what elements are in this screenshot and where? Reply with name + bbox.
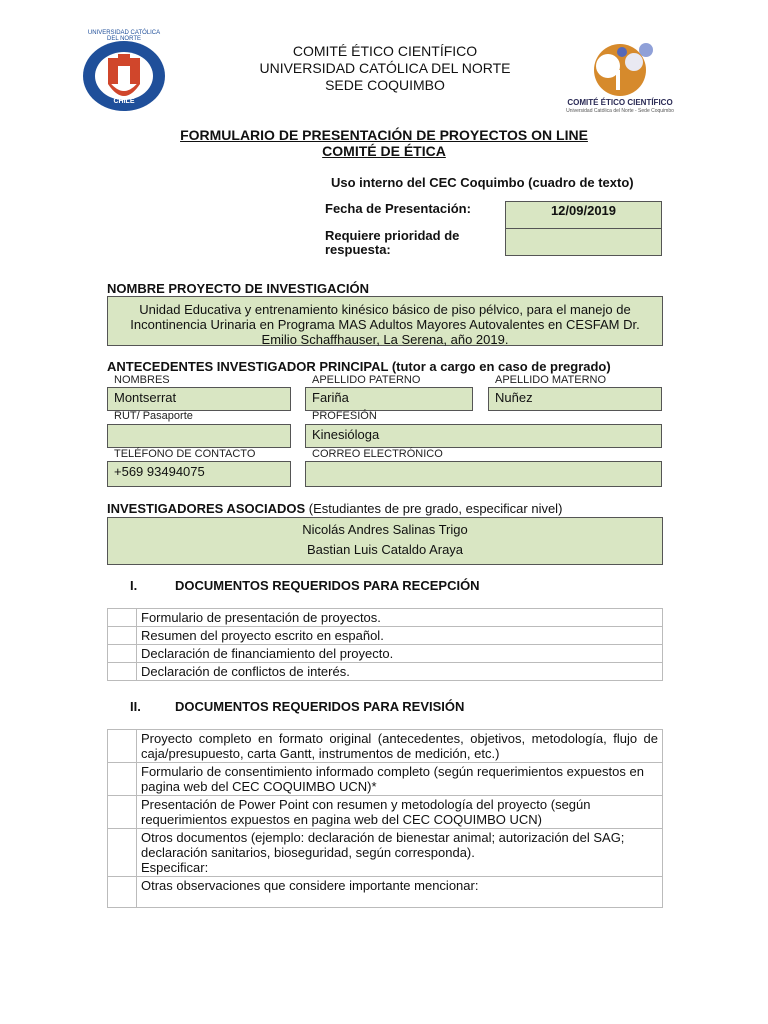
telefono-field[interactable]: +569 93494075 — [107, 461, 291, 487]
table-row — [108, 829, 663, 877]
investigator-heading — [107, 359, 611, 374]
internal-use-heading: Uso interno del CEC Coquimbo (cuadro de texto) — [331, 175, 634, 190]
checkbox-cell[interactable] — [108, 796, 137, 829]
table-row — [108, 730, 663, 763]
table-row — [108, 645, 663, 663]
table-row — [108, 763, 663, 796]
ucn-logo-text: UNIVERSIDAD CATÓLICA DEL NORTE — [87, 30, 161, 42]
telefono-label: TELÉFONO DE CONTACTO — [114, 448, 256, 460]
rut-label: RUT/ Pasaporte — [114, 410, 193, 422]
correo-field[interactable] — [305, 461, 662, 487]
doc-item: Otras observaciones que considere importante mencionar: — [137, 877, 663, 908]
cec-logo-title: COMITÉ ÉTICO CIENTÍFICO — [567, 98, 673, 107]
section-1-number: I. — [130, 578, 138, 593]
doc-item: Presentación de Power Point con resumen y metodología del proyecto (según requerimientos expuestos en pagina web del CEC COQUIMBO UCN) — [137, 796, 663, 829]
checkbox-cell[interactable] — [108, 763, 137, 796]
doc-item-text: Otros documentos (ejemplo: declaración de bienestar animal; autorización del SAG; declaración sanitarios, bioseguridad, según corresponda). — [141, 830, 625, 860]
cec-logo-subtitle: Universidad Católica del Norte - Sede Coquimbo — [566, 108, 674, 114]
section-1-table — [107, 608, 663, 681]
prioridad-field[interactable] — [505, 228, 662, 256]
form-title-line-2: COMITÉ DE ÉTICA — [322, 143, 446, 159]
investigator-heading-rest: (tutor a cargo en caso de pregrado) — [388, 359, 611, 374]
profesion-field[interactable]: Kinesióloga — [305, 424, 662, 448]
apellido-materno-field[interactable]: Nuñez — [488, 387, 662, 411]
nombres-label: NOMBRES — [114, 374, 170, 386]
fecha-label: Fecha de Presentación: — [325, 201, 471, 216]
investigator-heading-bold: ANTECEDENTES INVESTIGADOR PRINCIPAL — [107, 359, 389, 374]
apellido-paterno-field[interactable]: Fariña — [305, 387, 473, 411]
ucn-logo-country: CHILE — [113, 98, 135, 105]
doc-item: Declaración de conflictos de interés. — [137, 663, 663, 681]
ucn-logo-letter: U — [119, 66, 129, 80]
table-row — [108, 663, 663, 681]
associate-name: Nicolás Andres Salinas Trigo — [302, 522, 468, 537]
associates-heading-rest: (Estudiantes de pre grado, especificar nivel) — [305, 501, 563, 516]
section-2-table — [107, 729, 663, 908]
checkbox-cell[interactable] — [108, 645, 137, 663]
doc-item-specify: Especificar: — [141, 860, 209, 875]
checkbox-cell[interactable] — [108, 877, 137, 908]
project-name-heading: NOMBRE PROYECTO DE INVESTIGACIÓN — [107, 281, 369, 296]
section-1-title: DOCUMENTOS REQUERIDOS PARA RECEPCIÓN — [175, 578, 480, 593]
header-line-3: SEDE COQUIMBO — [325, 77, 445, 93]
associates-heading — [107, 501, 562, 516]
checkbox-cell[interactable] — [108, 829, 137, 877]
doc-item: Resumen del proyecto escrito en español. — [137, 627, 663, 645]
associates-field[interactable] — [107, 517, 663, 565]
doc-item — [137, 829, 663, 877]
doc-item: Formulario de consentimiento informado completo (según requerimientos expuestos en pagina web del CEC COQUIMBO UCN)* — [137, 763, 663, 796]
header-line-2: UNIVERSIDAD CATÓLICA DEL NORTE — [259, 60, 511, 76]
header-line-1: COMITÉ ÉTICO CIENTÍFICO — [292, 43, 478, 59]
table-row — [108, 877, 663, 908]
project-name-field[interactable]: Unidad Educativa y entrenamiento kinésico básico de piso pélvico, para el manejo de Incontinencia Urinaria en Programa MAS Adultos Mayores Autovalentes en CESFAM Dr. Emilio Schaffhauser, La Serena, año 2019. — [107, 296, 663, 346]
section-2-number: II. — [130, 699, 141, 714]
profesion-label: PROFESIÓN — [312, 410, 377, 422]
doc-item: Proyecto completo en formato original (antecedentes, objetivos, metodología, flujo de caja/presupuesto, carta Gantt, instrumentos de medición, etc.) — [137, 730, 663, 763]
checkbox-cell[interactable] — [108, 627, 137, 645]
associate-name: Bastian Luis Cataldo Araya — [306, 542, 464, 557]
associates-heading-bold: INVESTIGADORES ASOCIADOS — [107, 501, 306, 516]
table-row — [108, 627, 663, 645]
table-row — [108, 796, 663, 829]
table-row — [108, 609, 663, 627]
checkbox-cell[interactable] — [108, 730, 137, 763]
doc-item: Formulario de presentación de proyectos. — [137, 609, 663, 627]
section-2-title: DOCUMENTOS REQUERIDOS PARA REVISIÓN — [175, 699, 465, 714]
doc-item: Declaración de financiamiento del proyecto. — [137, 645, 663, 663]
fecha-field[interactable]: 12/09/2019 — [505, 201, 662, 229]
checkbox-cell[interactable] — [108, 609, 137, 627]
nombres-field[interactable]: Montserrat — [107, 387, 291, 411]
form-title-line-1: FORMULARIO DE PRESENTACIÓN DE PROYECTOS ON LINE — [180, 127, 588, 143]
apellido-paterno-label: APELLIDO PATERNO — [312, 374, 421, 386]
rut-field[interactable] — [107, 424, 291, 448]
prioridad-label: Requiere prioridad de respuesta: — [325, 228, 460, 257]
correo-label: CORREO ELECTRÓNICO — [312, 448, 443, 460]
apellido-materno-label: APELLIDO MATERNO — [495, 374, 607, 386]
checkbox-cell[interactable] — [108, 663, 137, 681]
